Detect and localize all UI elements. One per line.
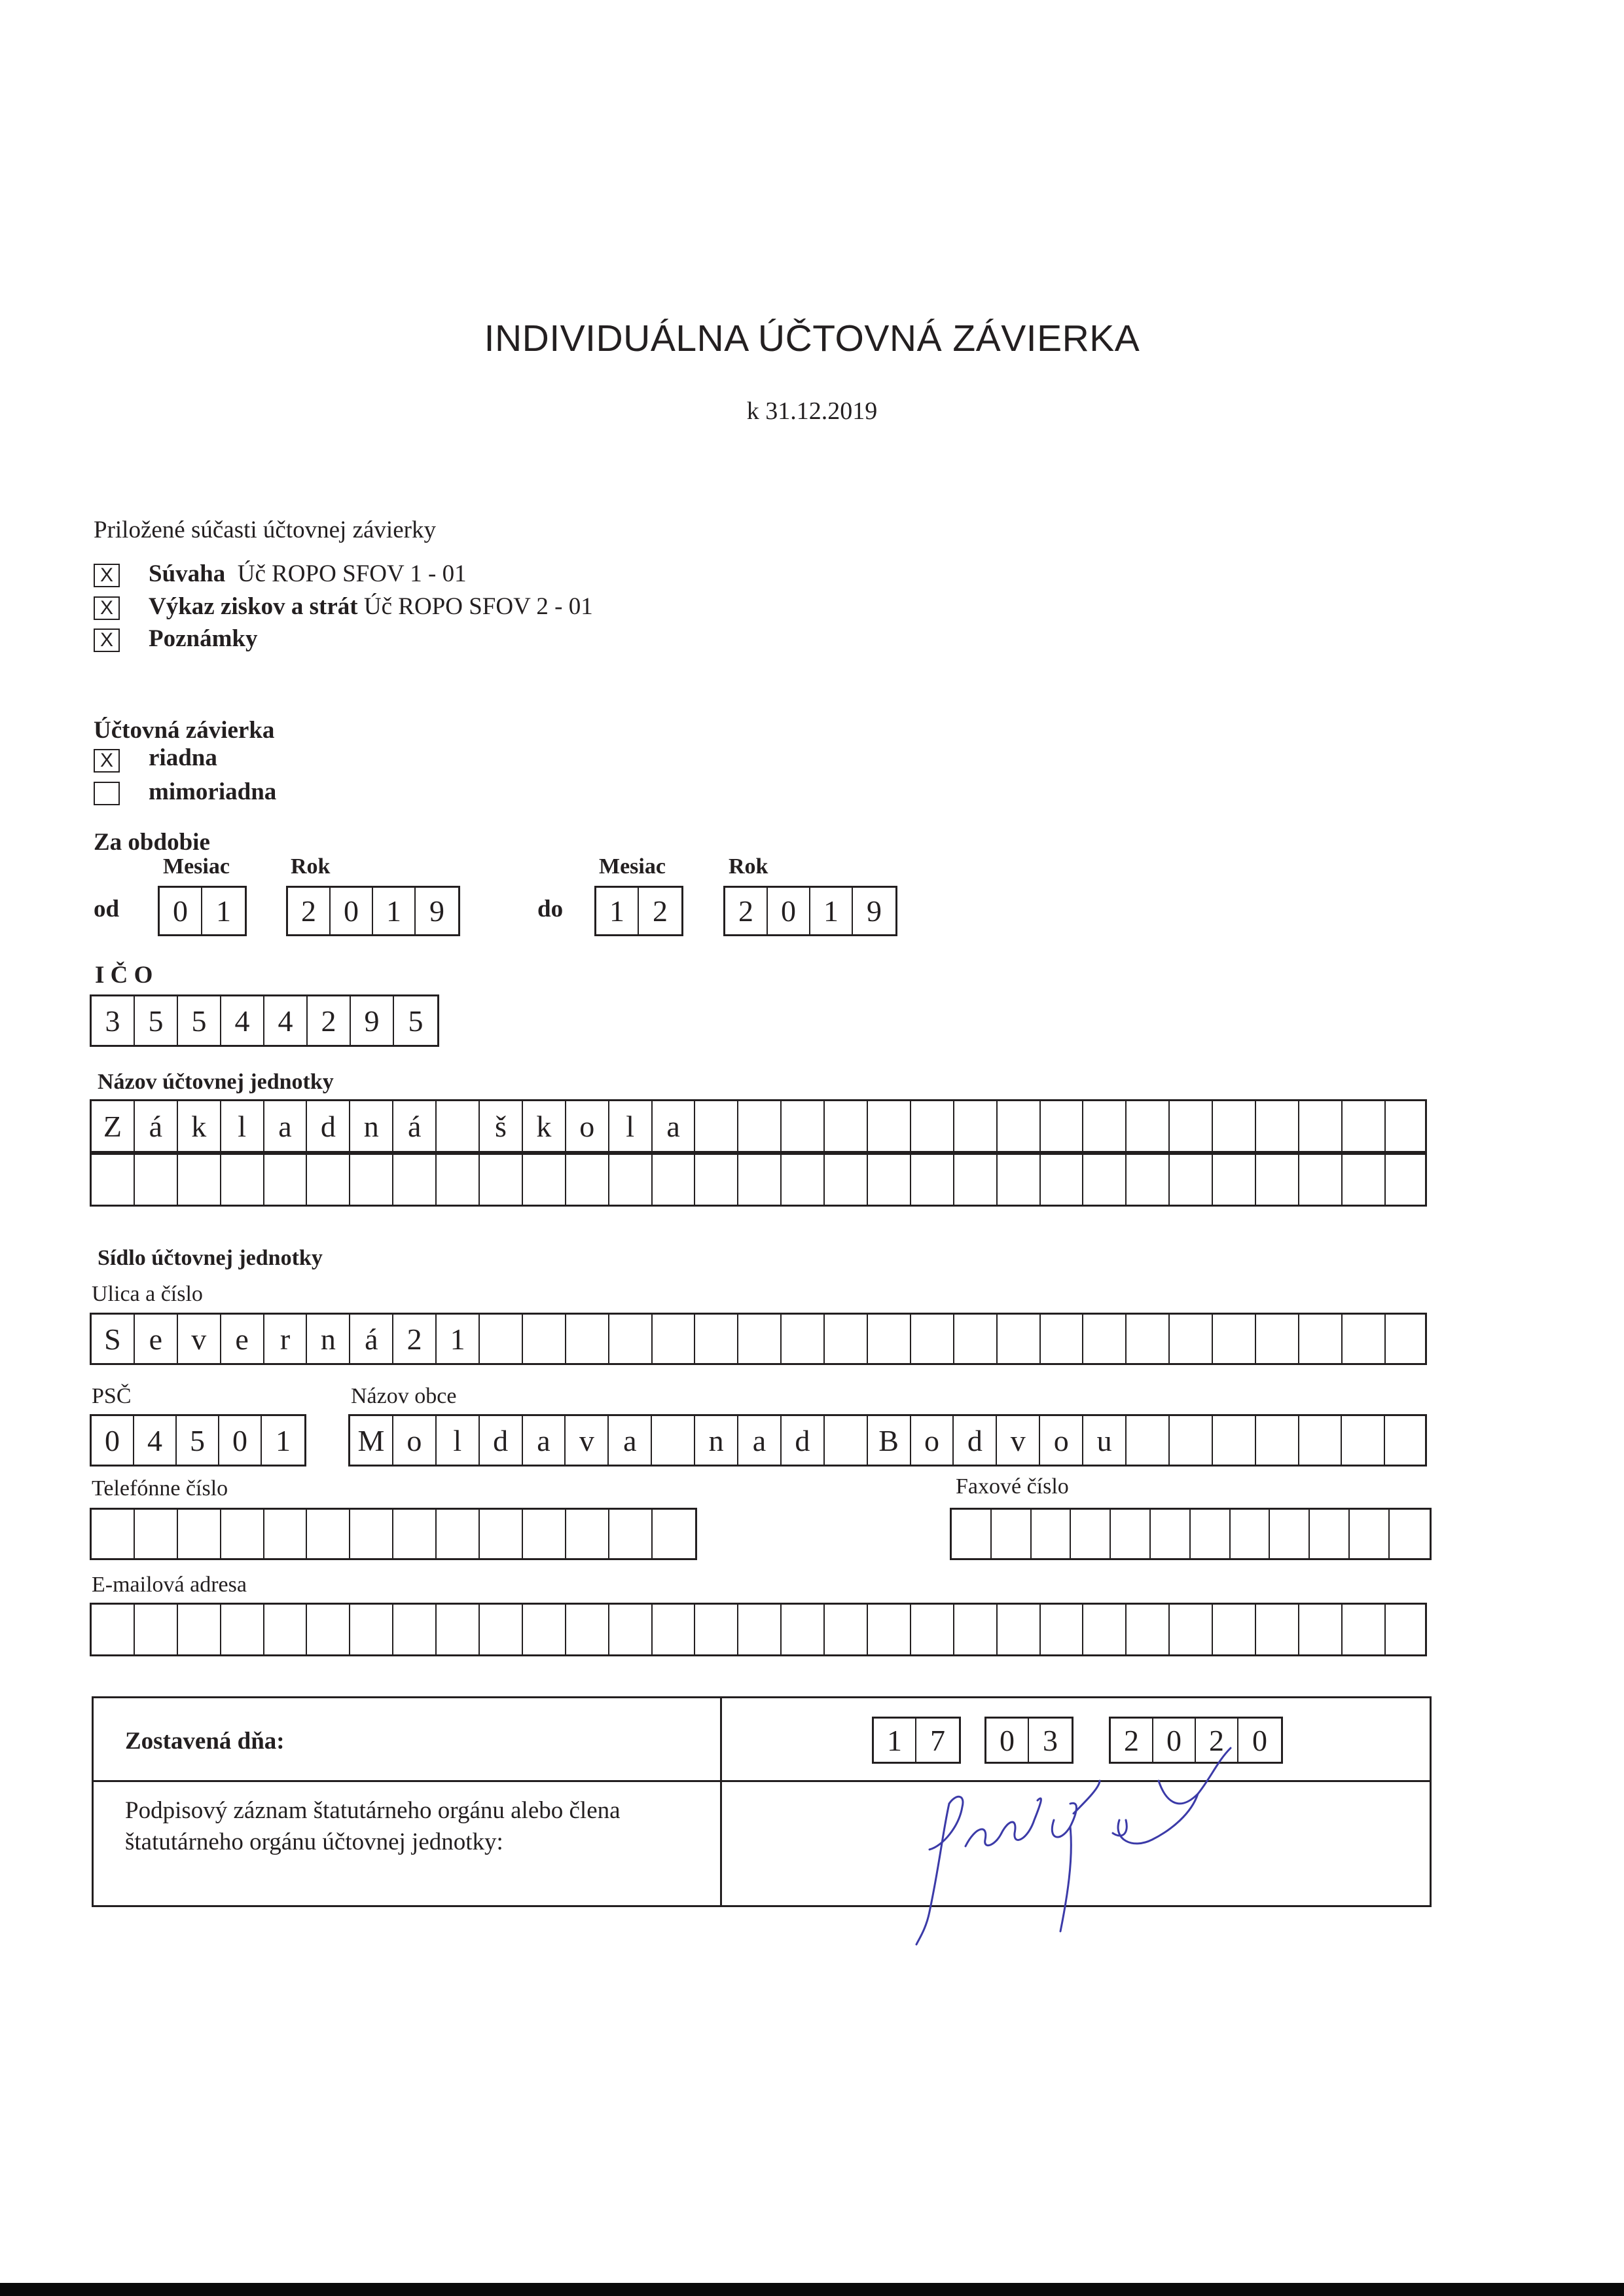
char-cell: u [1083, 1416, 1127, 1465]
char-cell: v [997, 1416, 1040, 1465]
char-cell [653, 1155, 696, 1205]
char-cell: 0 [1252, 1723, 1267, 1757]
char-cell [135, 1605, 178, 1654]
char-cell: 2 [1196, 1719, 1238, 1762]
char-cell [221, 1510, 264, 1558]
char-cell [695, 1315, 738, 1363]
ico-label: I Č O [95, 962, 153, 989]
document-date: k 31.12.2019 [746, 397, 878, 425]
from-month-field[interactable] [158, 886, 247, 936]
char-cell: a [609, 1416, 652, 1465]
char-cell [1127, 1605, 1170, 1654]
closing-type-heading: Účtovná závierka [94, 717, 275, 744]
compiled-date-label: Zostavená dňa: [125, 1728, 285, 1755]
char-cell: 0 [160, 888, 202, 934]
char-cell: 1 [437, 1315, 480, 1363]
char-cell [952, 1510, 992, 1558]
checkbox-vykaz[interactable]: X [94, 596, 120, 620]
char-cell [566, 1605, 609, 1654]
fax-label: Faxové číslo [956, 1474, 1069, 1499]
option-mimoriadna-label: mimoriadna [149, 778, 277, 805]
char-cell: B [868, 1416, 911, 1465]
char-cell [1170, 1605, 1213, 1654]
char-cell: o [393, 1416, 437, 1465]
char-cell [911, 1155, 954, 1205]
char-cell [1083, 1101, 1127, 1151]
char-cell [868, 1101, 911, 1151]
char-cell [480, 1315, 523, 1363]
component-vykaz-name: Výkaz ziskov a strát [149, 593, 358, 620]
char-cell: 3 [1043, 1723, 1058, 1757]
char-cell: d [307, 1101, 350, 1151]
char-cell [480, 1510, 523, 1558]
char-cell [393, 1605, 437, 1654]
char-cell: o [911, 1416, 954, 1465]
char-cell [738, 1101, 782, 1151]
char-cell [135, 1155, 178, 1205]
char-cell: S [92, 1315, 135, 1363]
char-cell [393, 1510, 437, 1558]
period-heading: Za obdobie [94, 829, 210, 856]
address-heading: Sídlo účtovnej jednotky [98, 1246, 323, 1270]
char-cell: n [307, 1315, 350, 1363]
ico-field[interactable] [90, 994, 439, 1047]
char-cell [307, 1510, 350, 1558]
char-cell [782, 1315, 825, 1363]
char-cell [566, 1510, 609, 1558]
char-cell [1170, 1315, 1213, 1363]
component-poznamky-name: Poznámky [149, 625, 258, 652]
entity-name-row1[interactable] [90, 1099, 1427, 1153]
to-month-label: Mesiac [599, 854, 666, 879]
char-cell [523, 1155, 566, 1205]
char-cell: 1 [596, 888, 639, 934]
char-cell [1170, 1101, 1213, 1151]
from-year-label: Rok [291, 854, 331, 879]
char-cell: š [480, 1101, 523, 1151]
char-cell [998, 1101, 1041, 1151]
char-cell: d [782, 1416, 825, 1465]
char-cell [998, 1605, 1041, 1654]
char-cell [825, 1416, 868, 1465]
char-cell [437, 1605, 480, 1654]
char-cell [998, 1155, 1041, 1205]
char-cell [92, 1155, 135, 1205]
char-cell: 2 [393, 1315, 437, 1363]
email-label: E-mailová adresa [92, 1573, 247, 1597]
char-cell: k [523, 1101, 566, 1151]
table-column-divider [720, 1698, 722, 1905]
char-cell [1343, 1101, 1386, 1151]
char-cell: á [393, 1101, 437, 1151]
char-cell [868, 1315, 911, 1363]
option-riadna-label: riadna [149, 744, 217, 771]
component-vykaz-code: Úč ROPO SFOV 2 - 01 [363, 593, 593, 620]
char-cell [1256, 1155, 1299, 1205]
char-cell: d [480, 1416, 523, 1465]
char-cell [178, 1155, 221, 1205]
char-cell [1256, 1315, 1299, 1363]
to-year-field[interactable] [723, 886, 897, 936]
char-cell [954, 1155, 998, 1205]
document-title: INDIVIDUÁLNA ÚČTOVNÁ ZÁVIERKA [484, 318, 1140, 359]
char-cell: e [135, 1315, 178, 1363]
char-cell: 0 [1153, 1719, 1196, 1762]
char-cell [1385, 1416, 1428, 1465]
char-cell: l [609, 1101, 653, 1151]
char-cell [1299, 1155, 1343, 1205]
char-cell [1256, 1101, 1299, 1151]
char-cell [954, 1605, 998, 1654]
char-cell: a [738, 1416, 782, 1465]
char-cell [437, 1155, 480, 1205]
char-cell: 1 [810, 888, 853, 934]
char-cell [178, 1510, 221, 1558]
char-cell [653, 1315, 696, 1363]
char-cell [1310, 1510, 1350, 1558]
char-cell [1083, 1315, 1127, 1363]
char-cell: 9 [429, 894, 444, 928]
char-cell: 2 [725, 888, 768, 934]
char-cell: o [1040, 1416, 1083, 1465]
char-cell [1343, 1315, 1386, 1363]
period-to-label: do [537, 896, 564, 922]
char-cell [1386, 1315, 1429, 1363]
char-cell [307, 1605, 350, 1654]
char-cell: á [350, 1315, 393, 1363]
char-cell: l [221, 1101, 264, 1151]
char-cell [307, 1155, 350, 1205]
char-cell [437, 1101, 480, 1151]
char-cell [1270, 1510, 1310, 1558]
char-cell [1213, 1605, 1256, 1654]
char-cell: 9 [351, 996, 394, 1045]
char-cell: v [178, 1315, 221, 1363]
char-cell [437, 1510, 480, 1558]
char-cell [566, 1155, 609, 1205]
psc-field[interactable] [90, 1414, 306, 1467]
char-cell [1170, 1416, 1213, 1465]
char-cell: 5 [178, 996, 221, 1045]
char-cell: 0 [92, 1416, 134, 1465]
char-cell: e [221, 1315, 264, 1363]
psc-label: PSČ [92, 1384, 132, 1408]
signature-label-line1: Podpisový záznam štatutárneho orgánu alebo člena [125, 1797, 621, 1824]
char-cell [1213, 1416, 1256, 1465]
char-cell [1343, 1155, 1386, 1205]
char-cell [92, 1510, 135, 1558]
char-cell [911, 1605, 954, 1654]
char-cell [1231, 1510, 1271, 1558]
town-label: Názov obce [351, 1384, 457, 1408]
component-suvaha-name: Súvaha [149, 560, 226, 587]
char-cell [1041, 1155, 1084, 1205]
char-cell [221, 1605, 264, 1654]
char-cell [566, 1315, 609, 1363]
char-cell [1191, 1510, 1231, 1558]
char-cell [1111, 1510, 1151, 1558]
scan-bottom-edge [0, 2283, 1624, 2296]
char-cell [1041, 1101, 1084, 1151]
from-year-field[interactable] [286, 886, 460, 936]
char-cell [1343, 1605, 1386, 1654]
char-cell [954, 1101, 998, 1151]
char-cell: v [566, 1416, 609, 1465]
checkbox-suvaha[interactable]: X [94, 564, 120, 587]
char-cell [609, 1605, 653, 1654]
char-cell [523, 1605, 566, 1654]
email-field[interactable] [90, 1603, 1427, 1656]
char-cell [523, 1510, 566, 1558]
char-cell [264, 1510, 308, 1558]
to-month-field[interactable] [594, 886, 683, 936]
char-cell: 4 [264, 996, 308, 1045]
char-cell [1299, 1416, 1343, 1465]
char-cell [1299, 1605, 1343, 1654]
char-cell: 2 [288, 888, 331, 934]
char-cell [738, 1605, 782, 1654]
char-cell [1041, 1315, 1084, 1363]
char-cell [1213, 1315, 1256, 1363]
char-cell [782, 1101, 825, 1151]
char-cell: n [695, 1416, 738, 1465]
char-cell [1350, 1510, 1390, 1558]
char-cell: r [264, 1315, 308, 1363]
char-cell: 9 [867, 894, 882, 928]
phone-label: Telefónne číslo [92, 1476, 228, 1501]
char-cell: a [653, 1101, 696, 1151]
town-field[interactable] [348, 1414, 1427, 1467]
char-cell: k [178, 1101, 221, 1151]
entity-name-row2[interactable] [90, 1153, 1427, 1207]
char-cell [695, 1155, 738, 1205]
char-cell [868, 1605, 911, 1654]
char-cell: 1 [276, 1423, 291, 1457]
char-cell [1127, 1155, 1170, 1205]
char-cell [1083, 1155, 1127, 1205]
char-cell [609, 1510, 653, 1558]
signature-label [125, 1795, 621, 1858]
char-cell [1032, 1510, 1072, 1558]
period-from-label: od [94, 896, 120, 922]
char-cell [523, 1315, 566, 1363]
char-cell [1342, 1416, 1385, 1465]
char-cell [998, 1315, 1041, 1363]
char-cell [1213, 1155, 1256, 1205]
char-cell [825, 1605, 868, 1654]
char-cell: 3 [92, 996, 135, 1045]
char-cell: 0 [331, 888, 373, 934]
char-cell [1127, 1315, 1170, 1363]
char-cell: n [350, 1101, 393, 1151]
char-cell: 1 [373, 888, 416, 934]
char-cell [653, 1605, 696, 1654]
char-cell [178, 1605, 221, 1654]
char-cell [264, 1155, 308, 1205]
char-cell: 0 [219, 1416, 262, 1465]
char-cell [1386, 1155, 1429, 1205]
char-cell: 2 [308, 996, 351, 1045]
component-suvaha-code: Úč ROPO SFOV 1 - 01 [237, 560, 467, 587]
char-cell [738, 1155, 782, 1205]
char-cell: 4 [134, 1416, 177, 1465]
char-cell: 1 [874, 1719, 916, 1762]
char-cell: a [264, 1101, 308, 1151]
char-cell [350, 1605, 393, 1654]
char-cell [825, 1155, 868, 1205]
char-cell [1256, 1416, 1299, 1465]
char-cell [911, 1101, 954, 1151]
fax-field[interactable] [950, 1508, 1432, 1560]
char-cell: 5 [408, 1004, 424, 1038]
char-cell [92, 1605, 135, 1654]
street-field[interactable] [90, 1313, 1427, 1365]
char-cell: 0 [768, 888, 810, 934]
char-cell: Z [92, 1101, 135, 1151]
char-cell [695, 1605, 738, 1654]
char-cell [1083, 1605, 1127, 1654]
char-cell [609, 1155, 653, 1205]
char-cell [1127, 1416, 1170, 1465]
phone-field[interactable] [90, 1508, 697, 1560]
char-cell: 7 [930, 1723, 945, 1757]
char-cell [954, 1315, 998, 1363]
component-vykaz [149, 592, 593, 621]
char-cell [825, 1101, 868, 1151]
char-cell [135, 1510, 178, 1558]
char-cell [480, 1155, 523, 1205]
char-cell [1299, 1315, 1343, 1363]
char-cell: 0 [986, 1719, 1029, 1762]
char-cell [264, 1605, 308, 1654]
char-cell: 5 [135, 996, 178, 1045]
checkbox-mimoriadna[interactable] [94, 782, 120, 805]
char-cell: d [954, 1416, 997, 1465]
checkbox-riadna[interactable]: X [94, 749, 120, 773]
char-cell [221, 1155, 264, 1205]
from-month-label: Mesiac [163, 854, 230, 879]
char-cell [1151, 1510, 1191, 1558]
entity-name-label: Názov účtovnej jednotky [98, 1070, 334, 1094]
char-cell [911, 1315, 954, 1363]
char-cell [992, 1510, 1032, 1558]
char-cell: 5 [177, 1416, 219, 1465]
signature-label-line2: štatutárneho orgánu účtovnej jednotky: [125, 1829, 503, 1855]
char-cell [1299, 1101, 1343, 1151]
char-cell: 4 [221, 996, 264, 1045]
char-cell [782, 1605, 825, 1654]
components-heading: Priložené súčasti účtovnej závierky [94, 517, 436, 543]
char-cell [350, 1510, 393, 1558]
char-cell [1127, 1101, 1170, 1151]
checkbox-poznamky[interactable]: X [94, 629, 120, 652]
char-cell [1213, 1101, 1256, 1151]
component-suvaha [149, 560, 467, 588]
char-cell: á [135, 1101, 178, 1151]
char-cell: 1 [216, 894, 231, 928]
char-cell [1256, 1605, 1299, 1654]
char-cell [738, 1315, 782, 1363]
to-year-label: Rok [729, 854, 768, 879]
char-cell [609, 1315, 653, 1363]
char-cell: 2 [653, 894, 668, 928]
char-cell: 2 [1111, 1719, 1153, 1762]
char-cell [1071, 1510, 1111, 1558]
char-cell [480, 1605, 523, 1654]
char-cell [1041, 1605, 1084, 1654]
char-cell: M [350, 1416, 393, 1465]
char-cell [695, 1101, 738, 1151]
char-cell [652, 1416, 695, 1465]
char-cell [1170, 1155, 1213, 1205]
char-cell [1386, 1101, 1429, 1151]
char-cell [1390, 1510, 1430, 1558]
char-cell [393, 1155, 437, 1205]
char-cell [1386, 1605, 1429, 1654]
handwritten-signature [903, 1741, 1270, 1951]
char-cell: l [437, 1416, 480, 1465]
char-cell [868, 1155, 911, 1205]
char-cell [825, 1315, 868, 1363]
char-cell [782, 1155, 825, 1205]
char-cell [653, 1510, 696, 1558]
street-label: Ulica a číslo [92, 1282, 203, 1306]
char-cell: o [566, 1101, 609, 1151]
char-cell [350, 1155, 393, 1205]
char-cell: a [523, 1416, 566, 1465]
